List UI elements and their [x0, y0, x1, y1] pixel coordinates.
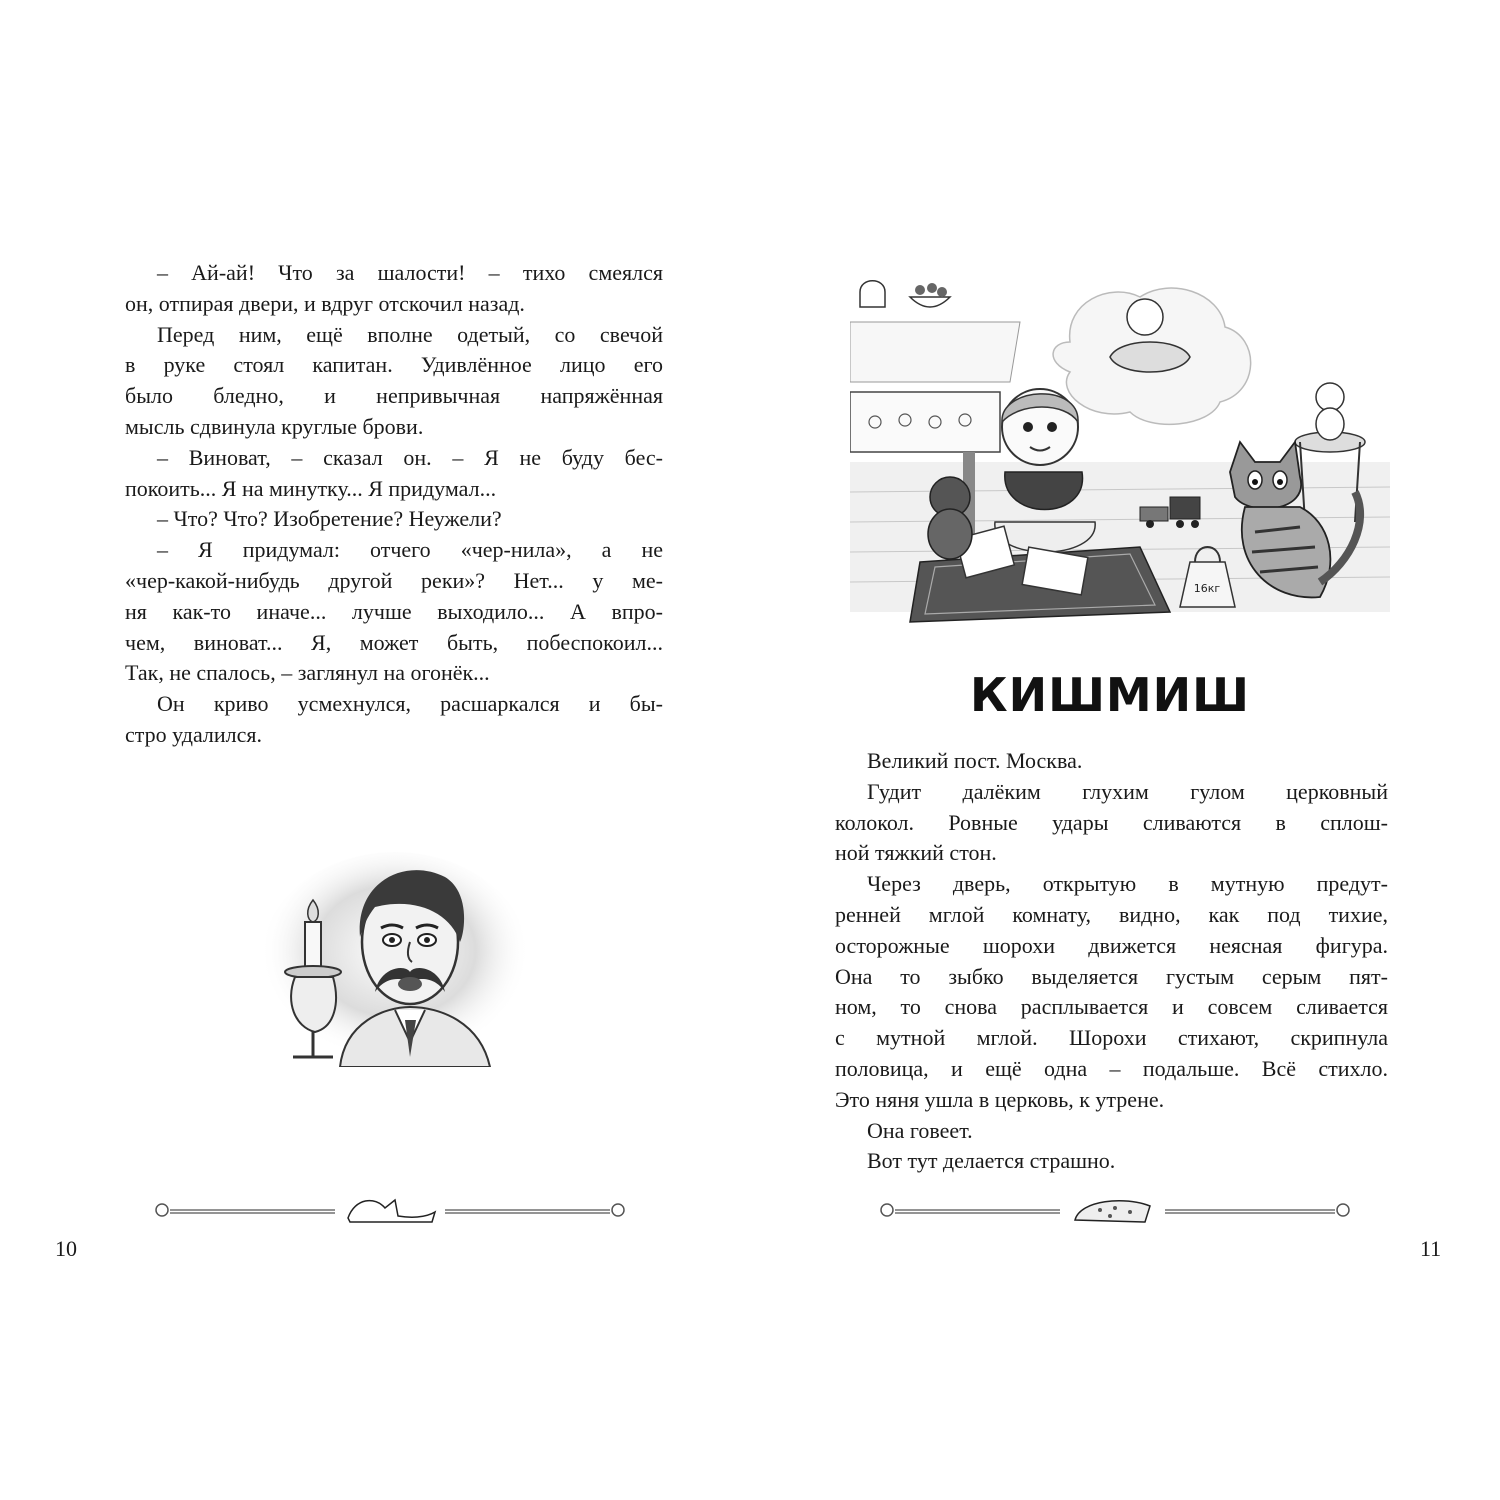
paragraph	[835, 746, 1388, 777]
text-line: Великий пост. Москва.	[867, 748, 1083, 773]
text-line: – Я придумал: отчего «чер-нила», а не	[157, 537, 663, 563]
text-line: Перед ним, ещё вполне одетый, со свечой	[157, 321, 663, 347]
text-line: – Ай-ай! Что за шалости! – тихо смеялся	[157, 260, 663, 285]
text-line: ном, то снова расплывается и совсем сливается	[835, 994, 1388, 1020]
text-line: стро удалился.	[125, 721, 263, 747]
paragraph	[835, 1116, 1388, 1147]
text-line: Он криво усмехнулся, расшаркался и бы-	[157, 691, 663, 717]
text-line: Она говеет.	[867, 1117, 973, 1143]
text-line: осторожные шорохи движется неясная фигура.	[835, 932, 1388, 958]
text-line: – Что? Что? Изобретение? Неужели?	[157, 506, 502, 532]
text-line: Она то зыбко выделяется густым серым пят-	[835, 963, 1388, 989]
paragraph	[125, 443, 663, 505]
text-line: Это няня ушла в церковь, к утрене.	[835, 1086, 1165, 1112]
divider-ornament	[150, 1188, 630, 1228]
paragraph	[125, 535, 663, 689]
paragraph	[125, 320, 663, 443]
captain-illustration	[255, 842, 530, 1067]
text-line: «чер-какой-нибудь другой реки»? Нет... у ме-	[125, 567, 663, 593]
text-line: Через дверь, открытую в мутную предут-	[867, 871, 1388, 897]
paragraph	[835, 869, 1388, 1115]
girl-cat-illustration	[850, 262, 1390, 634]
text-line: ной тяжкий стон.	[835, 840, 997, 866]
text-line: с мутной мглой. Шорохи стихают, скрипнула	[835, 1025, 1388, 1051]
paragraph	[125, 504, 663, 535]
paragraph	[125, 689, 663, 751]
page-number: 10	[55, 1236, 77, 1261]
text-line: Вот тут делается страшно.	[867, 1148, 1116, 1174]
left-page-text	[125, 258, 663, 751]
chapter-title: КИШМИШ	[969, 668, 1251, 722]
divider-ornament	[875, 1188, 1355, 1228]
text-line: – Виноват, – сказал он. – Я не буду бес-	[157, 444, 663, 470]
text-line: было бледно, и непривычная напряжённая	[125, 383, 663, 409]
text-line: Гудит далёким глухим гулом церковный	[867, 778, 1388, 804]
text-line: ренней мглой комнату, видно, как под тихие,	[835, 901, 1388, 927]
text-line: Так, не спалось, – заглянул на огонёк...	[125, 660, 490, 686]
text-line: чем, виноват... Я, может быть, побеспокоил...	[125, 629, 663, 655]
right-page-text	[835, 746, 1388, 1177]
paragraph	[835, 777, 1388, 869]
paragraph	[125, 258, 663, 320]
right-page	[750, 0, 1500, 1500]
text-line: мысль сдвинула круглые брови.	[125, 413, 424, 439]
text-line: покоить... Я на минутку... Я придумал...	[125, 475, 497, 501]
weight-label: 16кг	[1193, 582, 1221, 595]
text-line: колокол. Ровные удары сливаются в сплош-	[835, 809, 1388, 835]
paragraph	[835, 1146, 1388, 1177]
page-number: 11	[1420, 1236, 1442, 1261]
text-line: половица, и ещё одна – подальше. Всё стихло.	[835, 1055, 1388, 1081]
text-line: ня как-то иначе... лучше выходило... А впро-	[125, 598, 663, 624]
text-line: в руке стоял капитан. Удивлённое лицо его	[125, 352, 663, 378]
text-line: он, отпирая двери, и вдруг отскочил назад.	[125, 290, 525, 316]
